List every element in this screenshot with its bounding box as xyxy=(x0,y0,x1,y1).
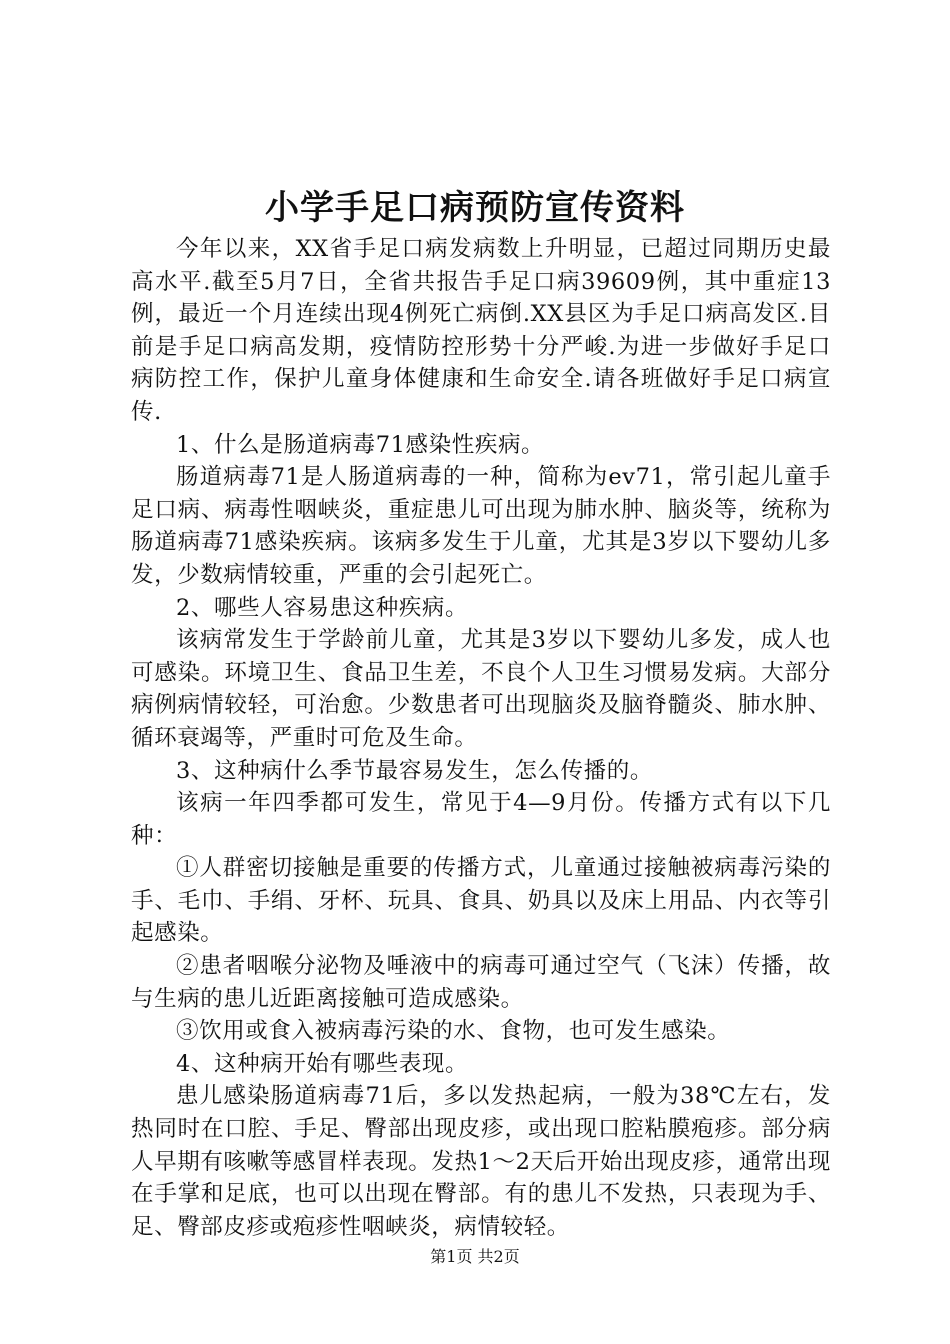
list-item-2: ②患者咽喉分泌物及唾液中的病毒可通过空气（飞沫）传播，故与生病的患儿近距离接触可造成感染。 xyxy=(131,953,831,1012)
section-paragraph-3: 该病一年四季都可发生，常见于4—9月份。传播方式有以下几种： xyxy=(131,790,831,849)
list-item-3: ③饮用或食入被病毒污染的水、食物，也可发生感染。 xyxy=(176,1018,731,1045)
section-paragraph-2: 该病常发生于学龄前儿童，尤其是3岁以下婴幼儿多发，成人也可感染。环境卫生、食品卫生差，不良个人卫生习惯易发病。大部分病例病情较轻，可治愈。少数患者可出现脑炎及脑脊髓炎、肺水肿、循环衰竭等，严重时可危及生命。 xyxy=(131,627,831,751)
section-heading-2: 2、哪些人容易患这种疾病。 xyxy=(176,594,469,621)
section-paragraph-4: 患儿感染肠道病毒71后，多以发热起病，一般为38℃左右，发热同时在口腔、手足、臀部出现皮疹，或出现口腔粘膜疱疹。部分病人早期有咳嗽等感冒样表现。发热1～2天后开始出现皮疹，通常出现在手掌和足底，也可以出现在臀部。有的患儿不发热，只表现为手、足、臀部皮疹或疱疹性咽峡炎，病情较轻。 xyxy=(131,1083,831,1240)
page-footer: 第1页 共2页 xyxy=(430,1247,520,1266)
section-heading-3: 3、这种病什么季节最容易发生，怎么传播的。 xyxy=(176,757,653,784)
document-body xyxy=(131,233,831,1243)
section-heading-4: 4、这种病开始有哪些表现。 xyxy=(176,1050,469,1077)
document-title: 小学手足口病预防宣传资料 xyxy=(265,188,685,228)
list-item-1: ①人群密切接触是重要的传播方式，儿童通过接触被病毒污染的手、毛巾、手绢、牙杯、玩具、食具、奶具以及床上用品、内衣等引起感染。 xyxy=(131,855,831,947)
intro-paragraph: 今年以来，XX省手足口病发病数上升明显，已超过同期历史最高水平.截至5月7日，全省共报告手足口病39609例，其中重症13例，最近一个月连续出现4例死亡病倒.XX县区为手足口病高发区.目前是手足口病高发期，疫情防控形势十分严峻.为进一步做好手足口病防控工作，保护儿童身体健康和生命安全.请各班做好手足口病宣传. xyxy=(131,236,831,425)
section-heading-1: 1、什么是肠道病毒71感染性疾病。 xyxy=(176,431,545,458)
section-paragraph-1: 肠道病毒71是人肠道病毒的一种，简称为ev71，常引起儿童手足口病、病毒性咽峡炎，重症患儿可出现为肺水肿、脑炎等，统称为肠道病毒71感染疾病。该病多发生于儿童，尤其是3岁以下婴幼儿多发，少数病情较重，严重的会引起死亡。 xyxy=(131,464,831,588)
